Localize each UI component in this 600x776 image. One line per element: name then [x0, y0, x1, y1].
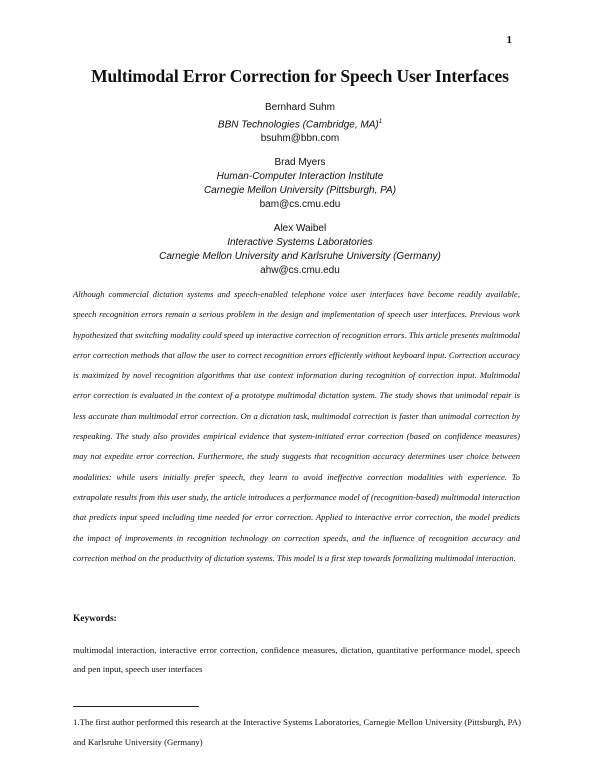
author-affiliation: BBN Technologies (Cambridge, MA)$^1$ — [217, 119, 383, 131]
keywords-heading: Keywords: — [73, 614, 117, 624]
author-email: ahw@cs.cmu.edu — [260, 265, 340, 276]
footnote-mark: 1 — [378, 119, 383, 125]
author-affiliation: Carnegie Mellon University (Pittsburgh, PA) — [203, 185, 397, 196]
author-email: bam@cs.cmu.edu — [259, 199, 341, 210]
author-block-suhm — [0, 101, 600, 146]
author-affiliation: Carnegie Mellon University and Karlsruhe University (Germany) — [159, 251, 441, 262]
author-block-waibel — [0, 222, 600, 278]
footnote: 1.The first author performed this research at the Interactive Systems Laboratories, Carnegie Mellon University (Pittsburgh, PA) and Karlsruhe University (Germany) — [73, 717, 522, 747]
keywords-list: multimodal interaction, interactive error correction, confidence measures, dictation, quantitative performance model, speech and pen input, speech user interfaces — [73, 645, 520, 674]
author-name: Brad Myers — [274, 157, 326, 168]
author-block-myers — [0, 156, 600, 212]
author-email: bsuhm@bbn.com — [260, 133, 340, 145]
paper-title: Multimodal Error Correction for Speech User Interfaces — [91, 66, 509, 86]
author-affiliation: Human-Computer Interaction Institute — [216, 171, 384, 182]
author-name: Alex Waibel — [273, 223, 327, 234]
author-affiliation: Interactive Systems Laboratories — [227, 237, 373, 248]
author-name: Bernhard Suhm — [264, 102, 336, 113]
abstract: Although commercial dictation systems and speech-enabled telephone voice user interfaces have become readily available, speech recognition errors remain a serious problem in the design and implementation of speech user interfaces. Previous work hypothesized that switching modality could speed up interactive correction of recognition errors. This article presents multimodal error correction methods that allow the user to correct recognition errors efficiently without keyboard input. Correction accuracy is maximized by novel recognition algorithms that use context information during recognition of correction input. Multimodal error correction is evaluated in the context of a prototype multimodal dictation system. The study shows that unimodal repair is less accurate than multimodal error correction. On a dictation task, multimodal correction is faster than unimodal correction by respeaking. The study also provides empirical evidence that system-initiated error correction (based on confidence measures) may not expedite error correction. Furthermore, the study suggests that recognition accuracy determines user choice between modalities: while users initially prefer speech, they learn to avoid ineffective correction modalities with experience. To extrapolate results from this user study, the article introduces a performance model of (recognition-based) multimodal interaction that predicts input speed including time needed for error correction. Applied to interactive error correction, the model predicts the impact of improvements in recognition technology on correction speeds, and the influence of recognition accuracy and correction method on the productivity of dictation systems. This model is a first step towards formalizing multimodal interaction. — [73, 289, 520, 563]
footnote-divider — [73, 706, 199, 707]
page-number: 1 — [506, 34, 512, 46]
